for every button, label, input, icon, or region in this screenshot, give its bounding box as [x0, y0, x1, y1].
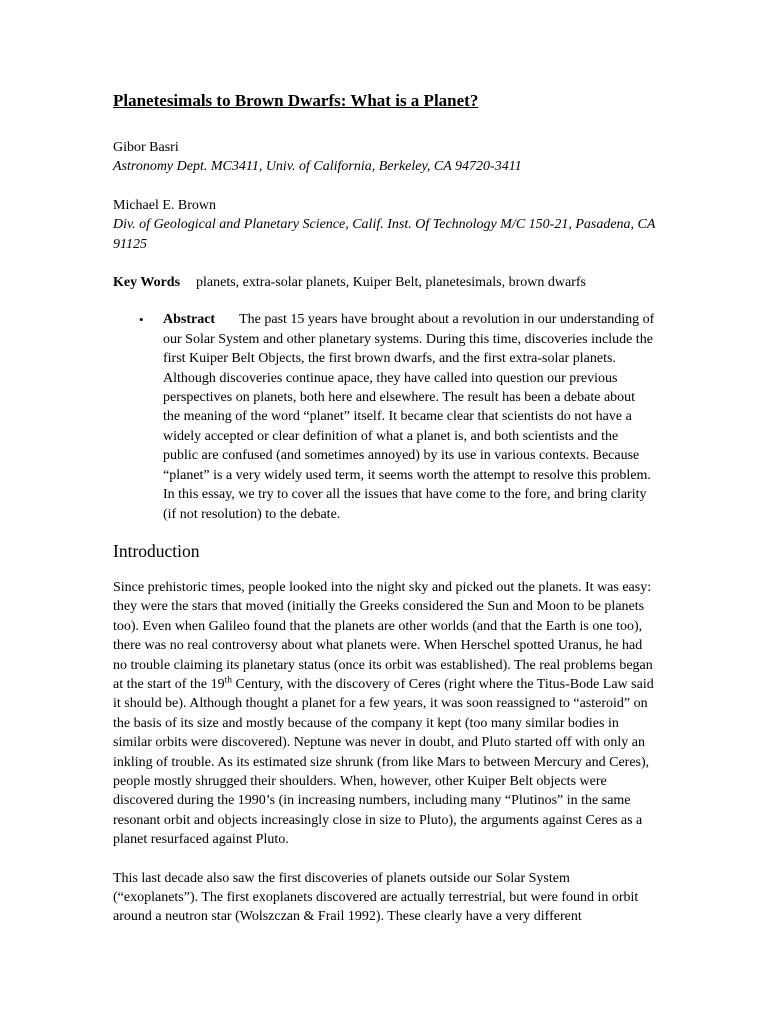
author-affiliation: Div. of Geological and Planetary Science, Calif. Inst. Of Technology M/C 150-21, Pasadena, CA 91125	[113, 217, 656, 252]
abstract-text: The past 15 years have brought about a revolution in our understanding of our Solar System and other planetary systems. During this time, discoveries include the first Kuiper Belt Objects, the first brown dwarfs, and the first extra-solar planets. Although discoveries continue apace, they have called into question our previous perspectives on planets, both here and elsewhere. The result has been a debate about the meaning of the word “planet” itself. It became clear that scientists do not have a widely accepted or clear definition of what a planet is, and both scientists and the public are confused (and sometimes annoyed) by its use in various contexts. Because “planet” is a very widely used term, it seems worth the attempt to resolve this problem. In this essay, we try to cover all the issues that have come to the fore, and bring clarity (if not resolution) to the debate.	[163, 312, 655, 522]
intro-paragraph-2: This last decade also saw the first discoveries of planets outside our Solar System (“exoplanets”). The first exoplanets discovered are actually terrestrial, but were found in orbit around a neutron star (Wolszczan & Frail 1992). These clearly have a very different	[113, 870, 639, 925]
superscript-ordinal: th	[224, 675, 232, 686]
author-block-brown	[113, 196, 658, 254]
author-block-basri	[113, 138, 658, 177]
author-name: Michael E. Brown	[113, 197, 217, 213]
author-affiliation: Astronomy Dept. MC3411, Univ. of California, Berkeley, CA 94720-3411	[113, 159, 522, 175]
abstract-body	[163, 310, 655, 523]
abstract-section	[113, 310, 658, 523]
keywords-text: planets, extra-solar planets, Kuiper Belt, planetesimals, brown dwarfs	[196, 275, 586, 291]
bullet-icon: •	[139, 312, 144, 328]
keywords-line	[113, 273, 658, 292]
paragraph-text: Since prehistoric times, people looked into the night sky and picked out the planets. It was easy: they were the stars that moved (initially the Greeks considered the Sun and Moon to be planets too). Even when Galileo found that the planets are other worlds (and that the Earth is one too), there was no real controversy about what planets were. When Herschel spotted Uranus, he had no trouble claiming its planetary status (once its orbit was established). The real problems began at the start of the 19	[113, 579, 653, 692]
intro-paragraph-1	[113, 578, 658, 850]
paper-title: Planetesimals to Brown Dwarfs: What is a Planet?	[113, 91, 479, 110]
author-name: Gibor Basri	[113, 140, 179, 155]
paragraph-text: Century, with the discovery of Ceres (right where the Titus-Bode Law said it should be). Although thought a planet for a few years, it was soon reassigned to “asteroid” on the basis of its size and mostly because of the company it kept (too many similar bodies in similar orbits were discovered). Neptune was never in doubt, and Pluto started off with only an inkling of trouble. As its estimated size shrunk (from like Mars to between Mercury and Ceres), people mostly shrugged their shoulders. When, however, other Kuiper Belt objects were discovered during the 1990’s (in increasing numbers, including many “Plutinos” in the same resonant orbit and objects increasingly close in size to Pluto), the arguments against Ceres as a planet resurfaced against Pluto.	[113, 676, 654, 848]
keywords-label: Key Words	[113, 275, 181, 291]
section-heading-introduction: Introduction	[113, 540, 200, 561]
abstract-label: Abstract	[163, 312, 216, 328]
